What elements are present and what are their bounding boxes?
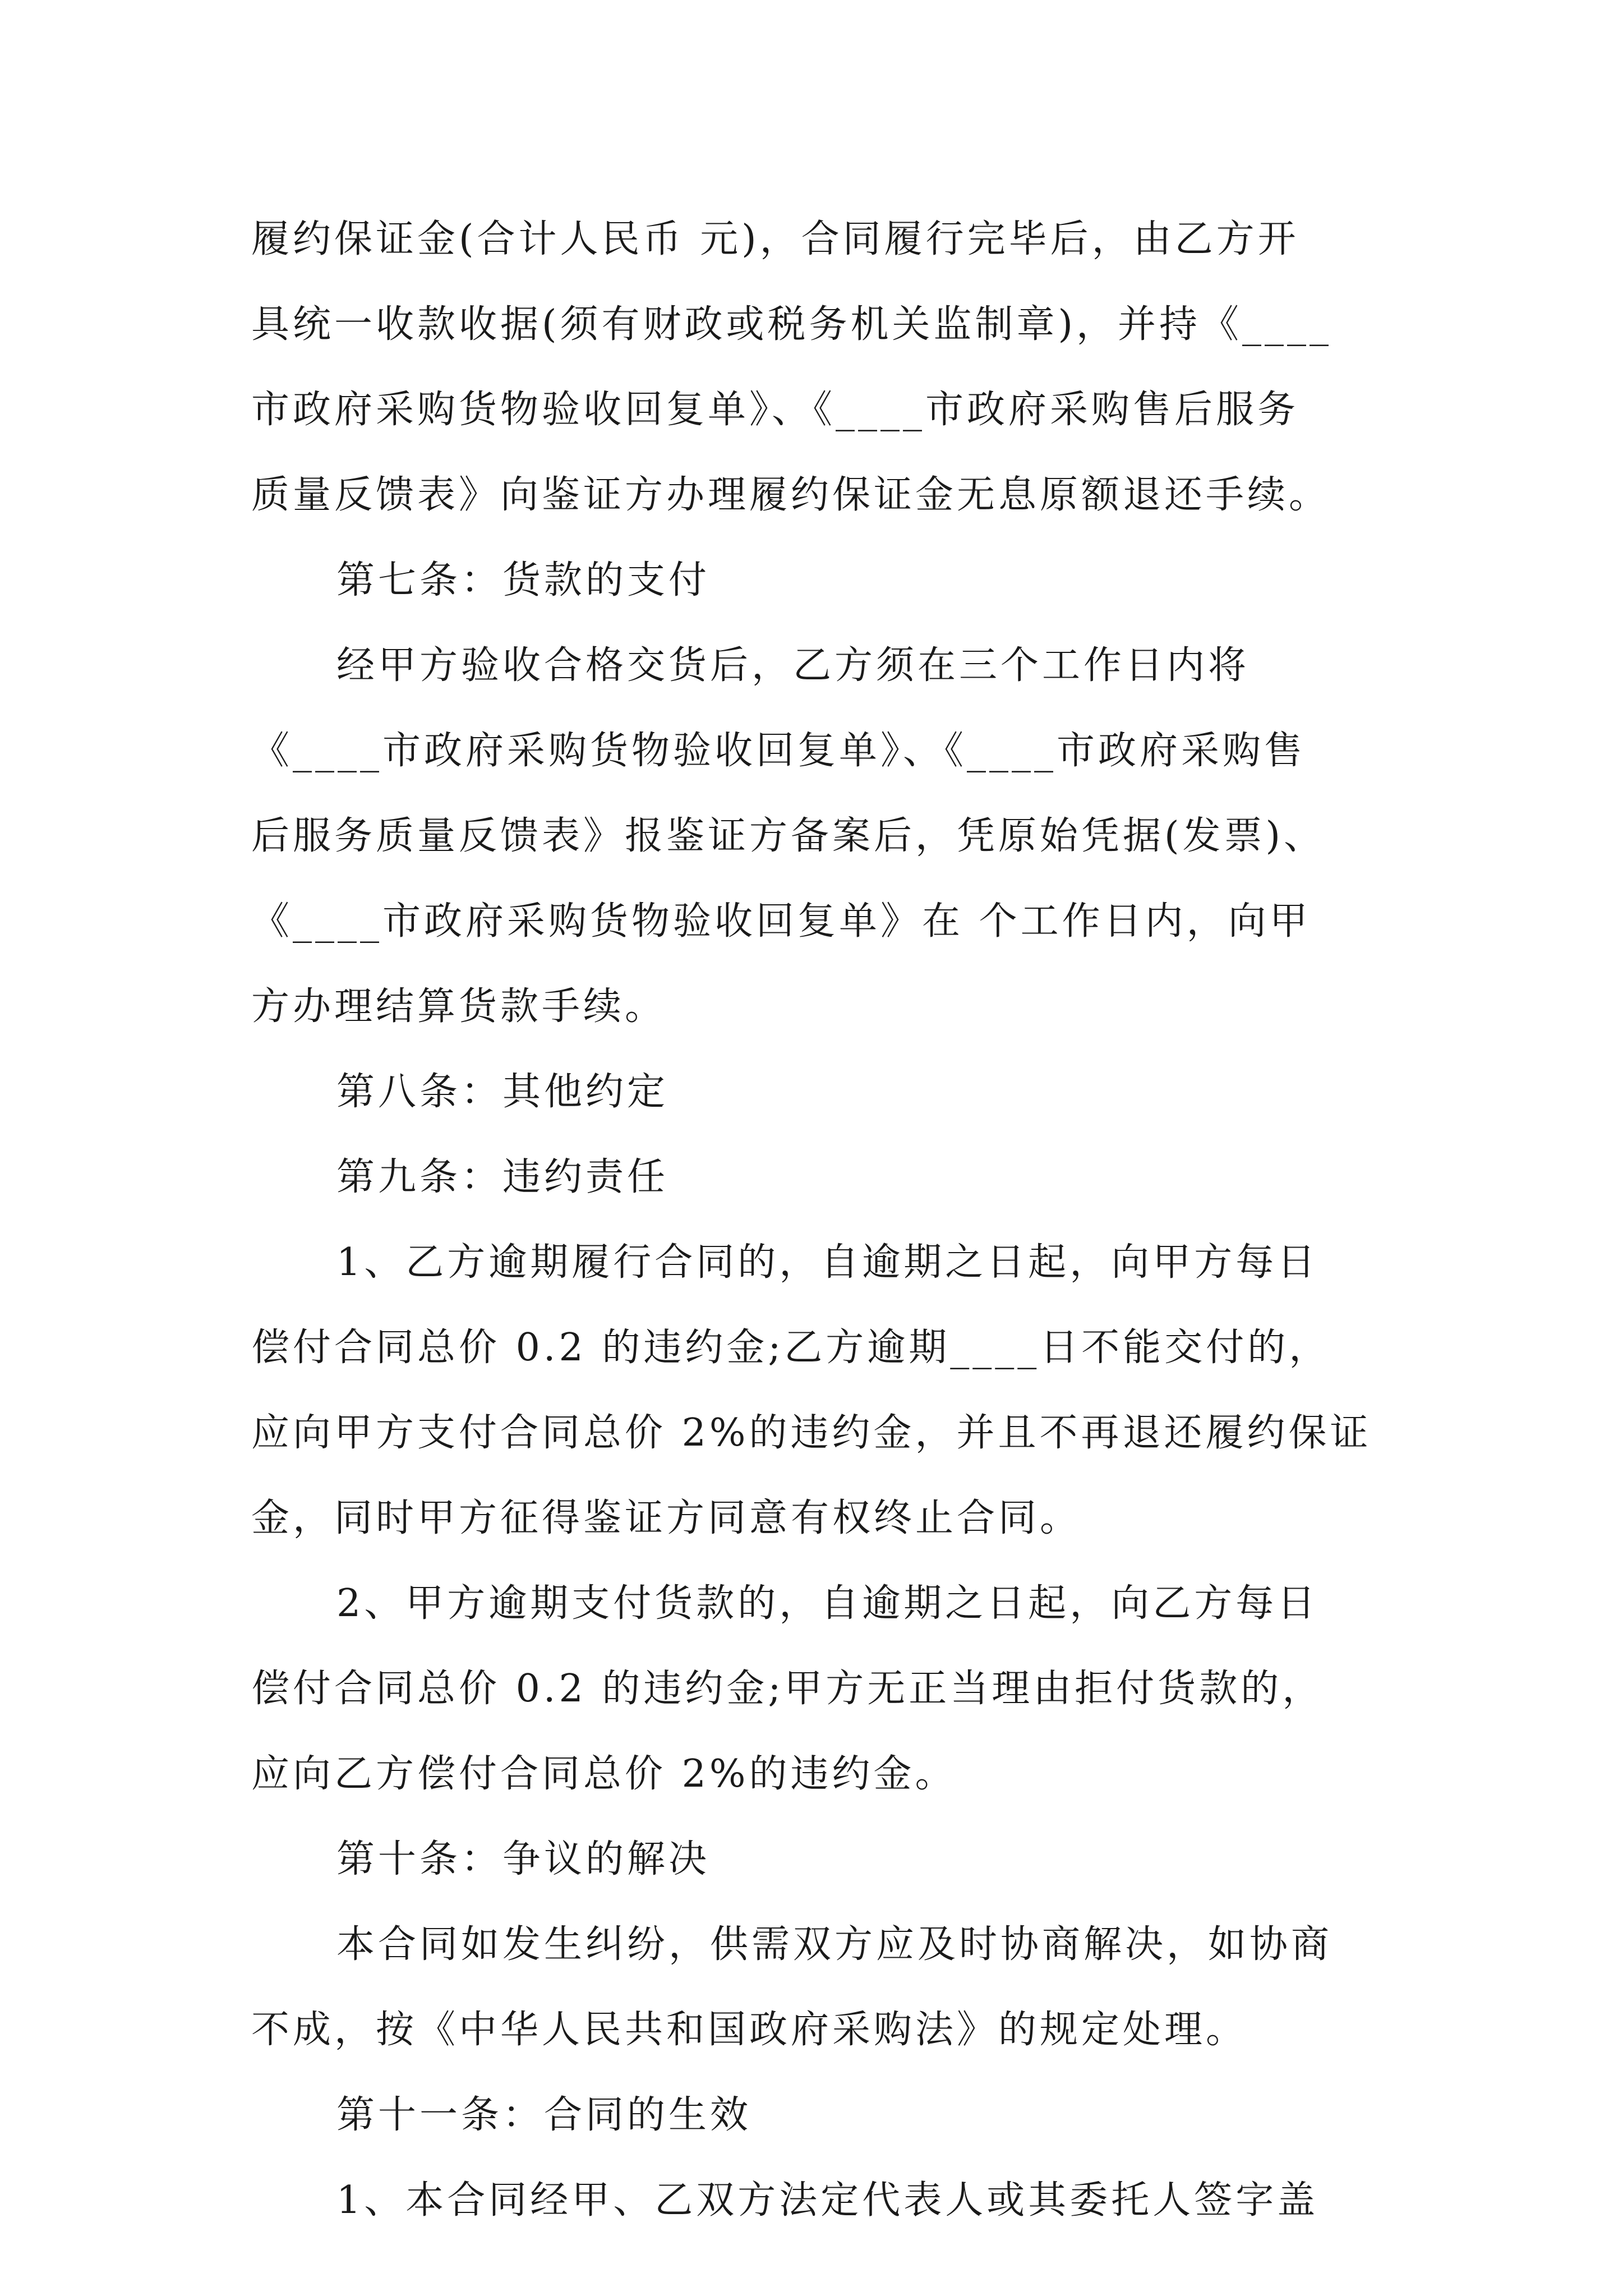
text-line: 1、本合同经甲、乙双方法定代表人或其委托人签字盖 [336, 2178, 1319, 2223]
section-heading: 第八条：其他约定 [336, 1070, 669, 1114]
text-line: 具统一收款收据(须有财政或税务机关监制章)，并持《____ [251, 302, 1332, 347]
text-line: 履约保证金(合计人民币 元)，合同履行完毕后，由乙方开 [251, 217, 1299, 261]
section-heading: 第九条：违约责任 [336, 1155, 669, 1199]
text-line: 偿付合同总价 0.2 的违约金;甲方无正当理由拒付货款的， [251, 1667, 1324, 1711]
text-line: 方办理结算货款手续。 [251, 984, 667, 1029]
text-line: 1、乙方逾期履行合同的，自逾期之日起，向甲方每日 [336, 1240, 1319, 1285]
text-line: 后服务质量反馈表》报鉴证方备案后，凭原始凭据(发票)、 [251, 814, 1326, 858]
text-line: 2、甲方逾期支付货款的，自逾期之日起，向乙方每日 [336, 1581, 1319, 1626]
text-line: 市政府采购货物验收回复单》、《____市政府采购售后服务 [251, 388, 1299, 432]
text-line: 金，同时甲方征得鉴证方同意有权终止合同。 [251, 1496, 1082, 1540]
section-heading: 第十条：争议的解决 [336, 1837, 711, 1881]
text-line: 应向乙方偿付合同总价 2%的违约金。 [251, 1752, 957, 1796]
text-line: 不成，按《中华人民共和国政府采购法》的规定处理。 [251, 2008, 1248, 2052]
section-heading: 第十一条：合同的生效 [336, 2093, 752, 2137]
text-line: 《____市政府采购货物验收回复单》、《____市政府采购售 [251, 729, 1306, 773]
text-line: 本合同如发生纠纷，供需双方应及时协商解决，如协商 [336, 1922, 1333, 1967]
text-line: 应向甲方支付合同总价 2%的违约金，并且不再退还履约保证 [251, 1411, 1372, 1455]
text-line: 《____市政府采购货物验收回复单》在 个工作日内，向甲 [251, 899, 1311, 944]
section-heading: 第七条：货款的支付 [336, 558, 711, 602]
text-line: 经甲方验收合格交货后，乙方须在三个工作日内将 [336, 643, 1250, 688]
text-line: 质量反馈表》向鉴证方办理履约保证金无息原额退还手续。 [251, 473, 1331, 517]
text-line: 偿付合同总价 0.2 的违约金;乙方逾期____日不能交付的， [251, 1326, 1331, 1370]
